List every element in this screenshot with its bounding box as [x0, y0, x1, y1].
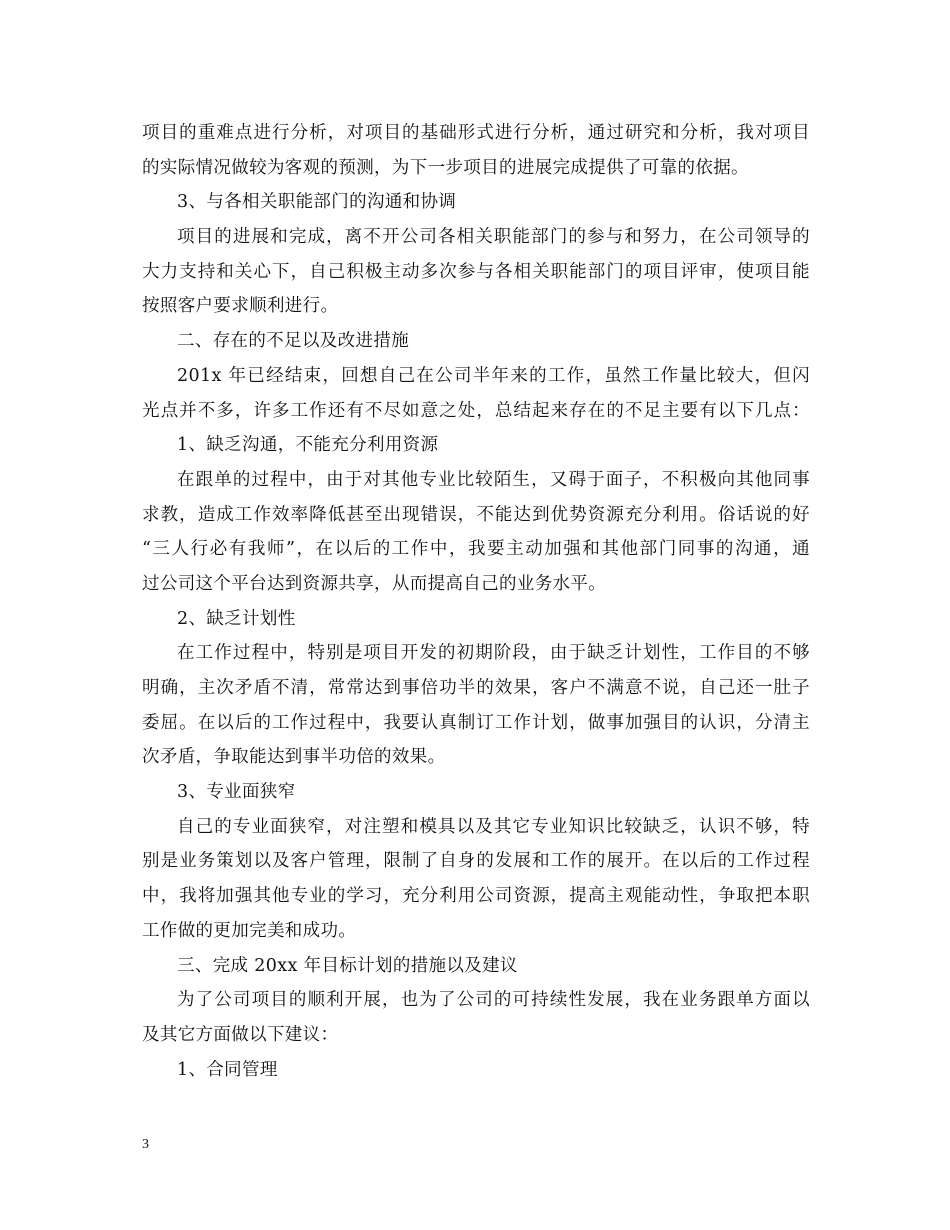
text-line-19: 次矛盾，争取能达到事半功倍的效果。	[142, 747, 446, 768]
text-line-24: 工作做的更加完美和成功。	[142, 920, 357, 941]
text-line-13: “三人行必有我师”，在以后的工作中，我要主动加强和其他部门同事的沟通，通	[142, 539, 810, 560]
text-line-2: 的实际情况做较为客观的预测，为下一步项目的进展完成提供了可靠的依据。	[142, 157, 749, 178]
text-line-23: 中，我将加强其他专业的学习，充分利用公司资源，提高主观能动性，争取把本职	[142, 886, 810, 907]
subheading-1-communication: 1、缺乏沟通，不能充分利用资源	[177, 435, 439, 456]
section-heading-3: 3、与各相关职能部门的沟通和协调	[177, 192, 457, 213]
text-line-8: 201x 年已经结束，回想自己在公司半年来的工作，虽然工作量比较大，但闪	[177, 365, 810, 386]
text-line-9: 光点并不多，许多工作还有不尽如意之处，总结起来存在的不足主要有以下几点：	[142, 400, 810, 421]
text-line-11: 在跟单的过程中，由于对其他专业比较陌生，又碍于面子，不积极向其他同事	[177, 469, 810, 490]
text-line-16: 在工作过程中，特别是项目开发的初期阶段，由于缺乏计划性，工作目的不够	[177, 643, 810, 664]
section-heading-3-measures: 三、完成 20xx 年目标计划的措施以及建议	[177, 955, 518, 976]
text-line-17: 明确，主次矛盾不清，常常达到事倍功半的效果，客户不满意不说，自己还一肚子	[142, 678, 810, 698]
text-line-21: 自己的专业面狭窄，对注塑和模具以及其它专业知识比较缺乏，认识不够，特	[177, 816, 810, 837]
text-line-18: 委屈。在以后的工作过程中，我要认真制订工作计划，做事加强目的认识，分清主	[142, 712, 810, 733]
text-line-12: 求教，造成工作效率降低甚至出现错误，不能达到优势资源充分利用。俗话说的好	[142, 504, 810, 525]
text-line-4: 项目的进展和完成，离不开公司各相关职能部门的参与和努力，在公司领导的	[177, 227, 810, 248]
text-line-1: 项目的重难点进行分析，对项目的基础形式进行分析，通过研究和分析，我对项目	[142, 123, 810, 143]
text-line-26: 为了公司项目的顺利开展，也为了公司的可持续性发展，我在业务跟单方面以	[177, 990, 810, 1011]
page-number: 3	[142, 1137, 149, 1152]
subheading-2-planning: 2、缺乏计划性	[177, 608, 296, 629]
subheading-3-narrow-expertise: 3、专业面狭窄	[177, 782, 296, 803]
text-line-6: 按照客户要求顺利进行。	[142, 296, 339, 317]
section-heading-2-shortcomings: 二、存在的不足以及改进措施	[177, 331, 410, 352]
text-line-22: 别是业务策划以及客户管理，限制了自身的发展和工作的展开。在以后的工作过程	[142, 851, 810, 872]
text-line-5: 大力支持和关心下，自己积极主动多次参与各相关职能部门的项目评审，使项目能	[142, 261, 810, 282]
text-line-27: 及其它方面做以下建议：	[142, 1024, 339, 1045]
document-body	[142, 116, 810, 1087]
text-line-14: 过公司这个平台达到资源共享，从而提高自己的业务水平。	[142, 573, 607, 594]
subheading-1-contract-management: 1、合同管理	[177, 1059, 278, 1080]
